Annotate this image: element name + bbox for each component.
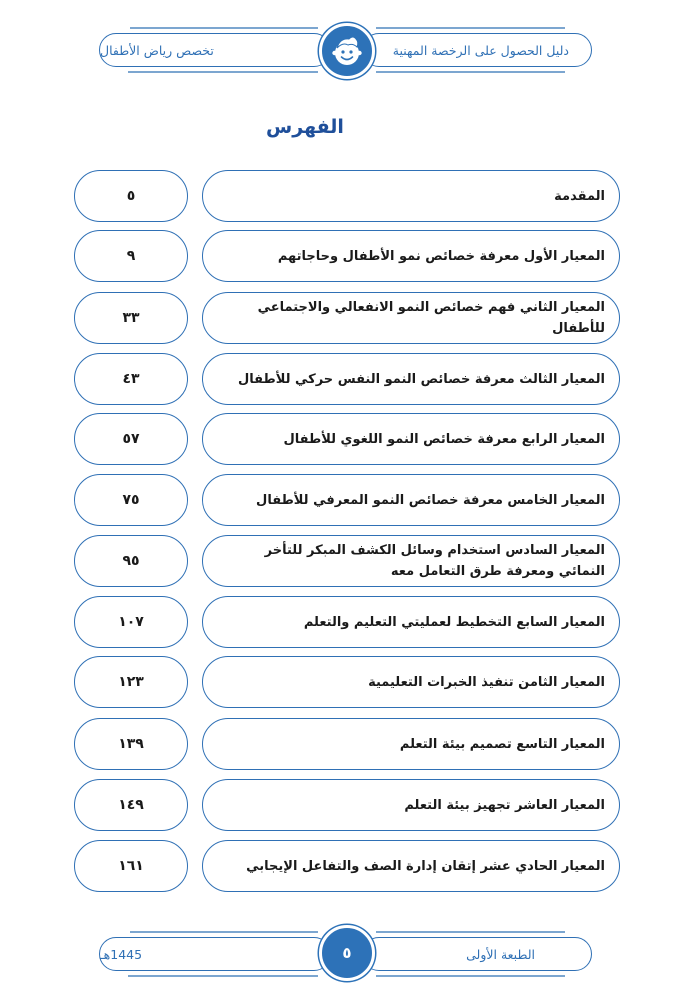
toc-row[interactable] — [74, 170, 620, 222]
toc-row[interactable] — [74, 840, 620, 892]
specialty-text: تخصص رياض الأطفال — [100, 42, 214, 58]
toc-title: المعيار الأول معرفة خصائص نمو الأطفال وحاجاتهم — [202, 230, 620, 282]
book-title-text: دليل الحصول على الرخصة المهنية — [392, 42, 569, 58]
toc-title: المعيار العاشر تجهيز بيئة التعلم — [202, 779, 620, 831]
year-text: 1445هـ — [100, 946, 143, 962]
logo — [319, 23, 375, 79]
footer-year — [99, 937, 331, 971]
toc-title: المقدمة — [202, 170, 620, 222]
toc-title: المعيار الثاني فهم خصائص النمو الانفعالي والاجتماعي للأطفال — [202, 292, 620, 344]
toc-title: المعيار الثالث معرفة خصائص النمو النفس حركي للأطفال — [202, 353, 620, 405]
toc-title: المعيار الثامن تنفيذ الخبرات التعليمية — [202, 656, 620, 708]
toc-page-number: ١٠٧ — [74, 596, 188, 648]
toc-row[interactable] — [74, 718, 620, 770]
header-specialty — [99, 33, 331, 67]
toc-title: المعيار التاسع تصميم بيئة التعلم — [202, 718, 620, 770]
toc-row[interactable] — [74, 353, 620, 405]
toc-page-number: ٣٣ — [74, 292, 188, 344]
footer-page-number: ٥ — [319, 925, 375, 981]
toc-title: المعيار السادس استخدام وسائل الكشف المبكر للتأخر النمائي ومعرفة طرق التعامل معه — [202, 535, 620, 587]
toc-page-number: ٥٧ — [74, 413, 188, 465]
toc-title: المعيار الخامس معرفة خصائص النمو المعرفي للأطفال — [202, 474, 620, 526]
toc-page-number: ١٦١ — [74, 840, 188, 892]
toc-row[interactable] — [74, 292, 620, 344]
toc-row[interactable] — [74, 779, 620, 831]
toc-row[interactable] — [74, 413, 620, 465]
toc-page-number: ٤٣ — [74, 353, 188, 405]
toc-row[interactable] — [74, 474, 620, 526]
toc-page-number: ١٤٩ — [74, 779, 188, 831]
toc-title: المعيار السابع التخطيط لعمليتي التعليم والتعلم — [202, 596, 620, 648]
toc-row[interactable] — [74, 535, 620, 587]
toc-page-number: ٩٥ — [74, 535, 188, 587]
toc-page-number: ٩ — [74, 230, 188, 282]
toc-row[interactable] — [74, 230, 620, 282]
header-book-title — [362, 33, 592, 67]
toc-page-number: ١٣٩ — [74, 718, 188, 770]
toc-title: المعيار الرابع معرفة خصائص النمو اللغوي للأطفال — [202, 413, 620, 465]
toc-page-number: ١٢٣ — [74, 656, 188, 708]
child-face-icon — [329, 33, 365, 69]
toc-title: المعيار الحادي عشر إتقان إدارة الصف والتفاعل الإيجابي — [202, 840, 620, 892]
page-title: الفهرس — [266, 116, 344, 138]
toc-row[interactable] — [74, 596, 620, 648]
toc-page-number: ٧٥ — [74, 474, 188, 526]
toc-page-number: ٥ — [74, 170, 188, 222]
edition-text: الطبعة الأولى — [466, 946, 535, 962]
footer-edition — [362, 937, 592, 971]
toc-row[interactable] — [74, 656, 620, 708]
